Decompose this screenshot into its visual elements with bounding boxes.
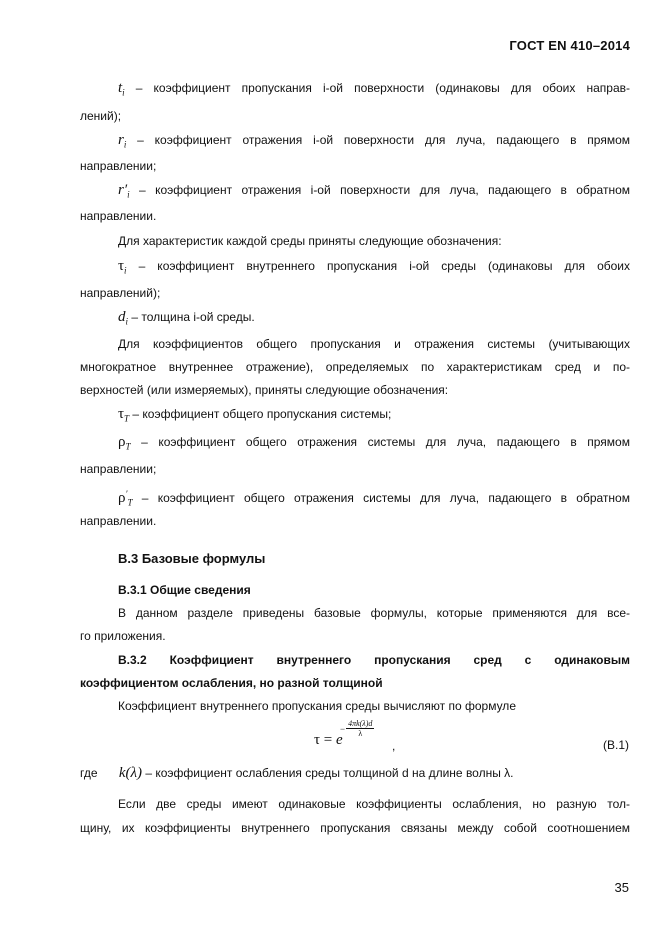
symbol-rho-t: ρ bbox=[118, 434, 126, 450]
symbol-k-lambda: k(λ) bbox=[118, 765, 143, 781]
subsection-b3-1-text-line-1: В данном разделе приведены базовые формулы, которые применяются для все- bbox=[118, 606, 630, 620]
formula-b1: τ = e bbox=[314, 732, 343, 748]
t-definition-line-2: лений); bbox=[80, 109, 122, 123]
subsection-b3-2-text: Коэффициент внутреннего пропускания среды вычисляют по формуле bbox=[118, 699, 516, 713]
where-clause: где k(λ) – коэффициент ослабления среды толщиной d на длине волны λ. bbox=[80, 765, 514, 781]
media-intro: Для характеристик каждой среды приняты следующие обозначения: bbox=[118, 234, 502, 248]
subsection-heading-b3-2-line-2: коэффициентом ослабления, но разной толщиной bbox=[80, 676, 383, 690]
symbol-d: d bbox=[118, 309, 126, 325]
symbol-r: r bbox=[118, 132, 124, 148]
system-intro-line-3: верхностей (или измеряемых), приняты следующие обозначения: bbox=[80, 383, 449, 397]
d-definition: $d_i$ – толщина i-ой среды. bbox=[118, 309, 255, 327]
where-label: где bbox=[80, 766, 98, 780]
rho-t-prime-definition-line-1: $\rho'_T$ – коэффициент общего отражения системы для луча, падающего в обратном bbox=[118, 489, 630, 508]
exponent-fraction: $\frac{4\pi k(\lambda)d}{\lambda}$ bbox=[348, 719, 373, 738]
rho-t-prime-definition-line-2: направлении. bbox=[80, 514, 157, 528]
subsection-b3-1-text-line-2: го приложения. bbox=[80, 629, 166, 643]
formula-comma: , bbox=[392, 739, 396, 753]
closing-line-2: щину, их коэффициенты внутреннего пропускания связаны между собой соотношением bbox=[80, 821, 630, 835]
system-intro-line-1: Для коэффициентов общего пропускания и отражения системы (учитывающих bbox=[118, 337, 630, 351]
formula-number: (В.1) bbox=[602, 738, 629, 752]
page-number: 35 bbox=[614, 880, 629, 895]
symbol-tau-t: τ bbox=[118, 406, 125, 422]
symbol-tau: τ bbox=[118, 258, 125, 274]
subsection-heading-b3-2-line-1: В.3.2 Коэффициент внутреннего пропускания сред с одинаковым bbox=[118, 653, 630, 667]
tau-t-definition: $\tau_T$ – коэффициент общего пропускания системы; bbox=[118, 406, 392, 424]
document-header: ГОСТ EN 410–2014 bbox=[509, 38, 630, 53]
section-heading-b3: В.3 Базовые формулы bbox=[118, 551, 266, 566]
symbol-t: t bbox=[118, 80, 123, 96]
subsection-heading-b3-1: В.3.1 Общие сведения bbox=[118, 583, 251, 597]
t-definition-line-1: $t_i$ – коэффициент пропускания i-ой поверхности (одинаковы для обоих направ- bbox=[118, 80, 630, 98]
formula-exponent: − $\frac{4\pi k(\lambda)d}{\lambda}$ bbox=[340, 719, 373, 738]
r-prime-definition-line-1: $r'_i$ – коэффициент отражения i-ой поверхности для луча, падающего в обратном bbox=[118, 182, 630, 200]
formula-base-e: e bbox=[336, 732, 343, 748]
rho-t-definition-line-2: направлении; bbox=[80, 462, 157, 476]
tau-definition-line-2: направлений); bbox=[80, 286, 161, 300]
r-definition-line-1: $r_i$ – коэффициент отражения i-ой поверхности для луча, падающего в прямом bbox=[118, 132, 630, 150]
closing-line-1: Если две среды имеют одинаковые коэффициенты ослабления, но разную тол- bbox=[118, 797, 630, 811]
system-intro-line-2: многократное внутреннее отражение), определяемых по характеристикам сред и по- bbox=[80, 360, 630, 374]
rho-t-definition-line-1: $\rho_T$ – коэффициент общего отражения системы для луча, падающего в прямом bbox=[118, 434, 630, 452]
tau-definition-line-1: $\tau_i$ – коэффициент внутреннего пропускания i-ой среды (одинаковы для обоих bbox=[118, 258, 630, 276]
r-definition-line-2: направлении; bbox=[80, 159, 157, 173]
symbol-r-prime: r′ bbox=[118, 182, 128, 198]
symbol-rho-t-prime: ρ bbox=[118, 490, 126, 506]
r-prime-definition-line-2: направлении. bbox=[80, 209, 157, 223]
